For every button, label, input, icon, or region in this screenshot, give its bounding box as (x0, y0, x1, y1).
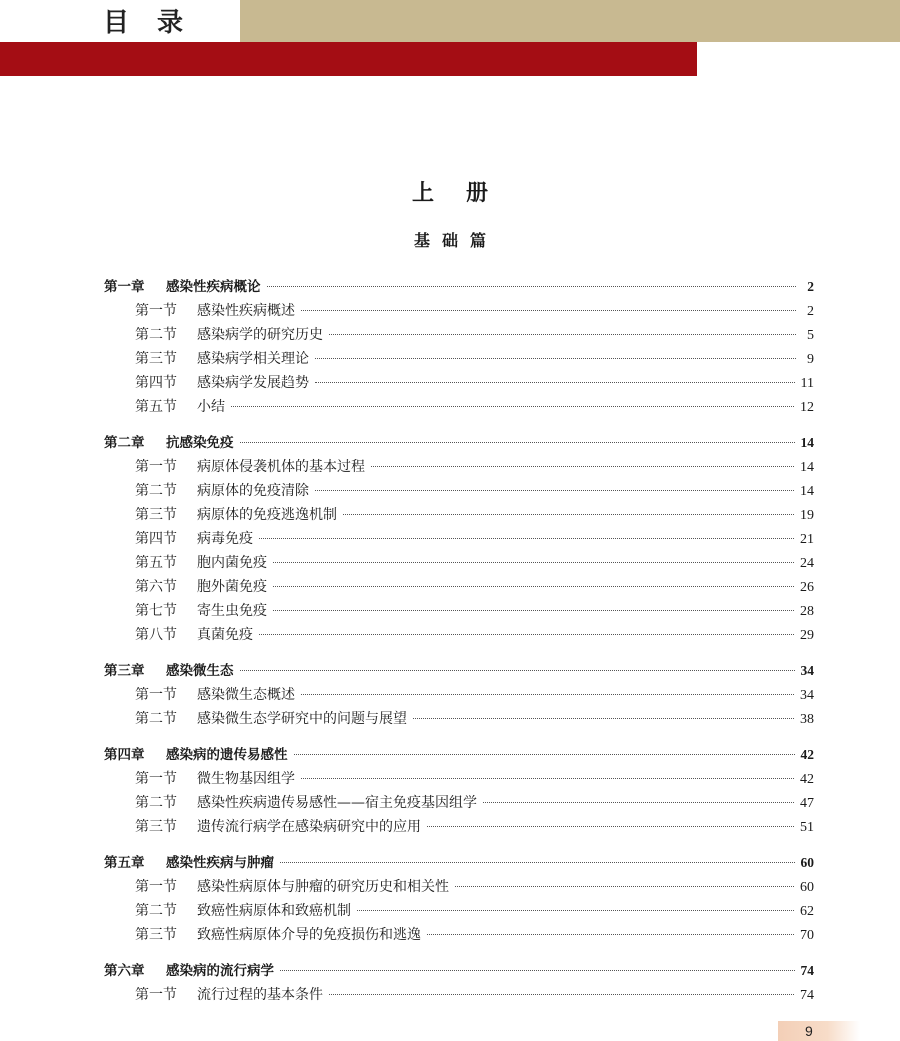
dot-leader (240, 442, 795, 443)
section-number: 第四节 (135, 375, 177, 391)
toc-section-entry[interactable] (104, 323, 814, 347)
section-number: 第三节 (135, 351, 177, 367)
section-title: 遗传流行病学在感染病研究中的应用 (197, 819, 421, 835)
section-page-number: 28 (800, 604, 814, 619)
toc-section-entry[interactable] (104, 983, 814, 1007)
chapter-title: 感染性疾病与肿瘤 (166, 855, 274, 871)
dot-leader (301, 310, 796, 311)
section-page-number: 11 (800, 376, 814, 391)
toc-chapter-block (104, 431, 814, 647)
section-number: 第二节 (135, 711, 177, 727)
toc-section-entry[interactable] (104, 347, 814, 371)
dot-leader (267, 286, 797, 287)
toc-chapter-entry[interactable] (104, 851, 814, 875)
part-title: 基础篇 (413, 231, 498, 250)
section-title: 致癌性病原体和致癌机制 (197, 903, 351, 919)
section-page-number: 70 (800, 928, 814, 943)
chapter-number: 第五章 (104, 855, 145, 871)
section-title: 小结 (197, 399, 225, 415)
section-title: 感染微生态学研究中的问题与展望 (197, 711, 407, 727)
dot-leader (259, 538, 794, 539)
section-page-number: 12 (800, 400, 814, 415)
section-title: 病原体侵袭机体的基本过程 (197, 459, 365, 475)
dot-leader (315, 382, 795, 383)
dot-leader (273, 562, 794, 563)
dot-leader (315, 490, 794, 491)
chapter-number: 第六章 (104, 963, 145, 979)
dot-leader (343, 514, 794, 515)
section-title: 感染性病原体与肿瘤的研究历史和相关性 (197, 879, 449, 895)
section-page-number: 60 (800, 880, 814, 895)
section-page-number: 21 (800, 532, 814, 547)
section-title: 微生物基因组学 (197, 771, 295, 787)
section-page-number: 74 (800, 988, 814, 1003)
section-number: 第一节 (135, 771, 177, 787)
footer-page-band (778, 1021, 860, 1041)
section-title: 致癌性病原体介导的免疫损伤和逃逸 (197, 927, 421, 943)
section-number: 第一节 (135, 459, 177, 475)
toc-section-entry[interactable] (104, 527, 814, 551)
section-title: 胞内菌免疫 (197, 555, 267, 571)
chapter-number: 第一章 (104, 279, 145, 295)
chapter-title: 抗感染免疫 (166, 435, 234, 451)
section-number: 第一节 (135, 879, 177, 895)
section-number: 第七节 (135, 603, 177, 619)
section-number: 第五节 (135, 399, 177, 415)
section-number: 第五节 (135, 555, 177, 571)
dot-leader (483, 802, 794, 803)
section-page-number: 19 (800, 508, 814, 523)
toc-section-entry[interactable] (104, 455, 814, 479)
section-title: 感染性疾病遗传易感性——宿主免疫基因组学 (197, 795, 477, 811)
section-number: 第三节 (135, 507, 177, 523)
dot-leader (329, 334, 796, 335)
section-number: 第二节 (135, 903, 177, 919)
section-page-number: 2 (807, 304, 814, 319)
section-title: 感染微生态概述 (197, 687, 295, 703)
toc-section-entry[interactable] (104, 815, 814, 839)
section-title: 流行过程的基本条件 (197, 987, 323, 1003)
section-number: 第二节 (135, 327, 177, 343)
section-page-number: 38 (800, 712, 814, 727)
section-title: 感染病学相关理论 (197, 351, 309, 367)
toc-chapter-block (104, 659, 814, 731)
section-number: 第一节 (135, 987, 177, 1003)
toc-chapter-block (104, 959, 814, 1007)
dot-leader (301, 778, 794, 779)
section-number: 第三节 (135, 927, 177, 943)
section-title: 感染病学的研究历史 (197, 327, 323, 343)
toc-section-entry[interactable] (104, 791, 814, 815)
section-page-number: 29 (800, 628, 814, 643)
dot-leader (315, 358, 796, 359)
header-red-band (0, 42, 697, 76)
dot-leader (231, 406, 794, 407)
toc-section-entry[interactable] (104, 767, 814, 791)
dot-leader (371, 466, 794, 467)
chapter-number: 第三章 (104, 663, 145, 679)
section-page-number: 62 (800, 904, 814, 919)
section-number: 第一节 (135, 303, 177, 319)
section-page-number: 14 (800, 484, 814, 499)
toc-section-entry[interactable] (104, 599, 814, 623)
dot-leader (329, 994, 794, 995)
toc-section-entry[interactable] (104, 371, 814, 395)
section-title: 寄生虫免疫 (197, 603, 267, 619)
section-title: 真菌免疫 (197, 627, 253, 643)
dot-leader (357, 910, 794, 911)
section-page-number: 47 (800, 796, 814, 811)
toc-section-entry[interactable] (104, 875, 814, 899)
toc-chapter-entry[interactable] (104, 275, 814, 299)
volume-title: 上册 (411, 181, 520, 206)
toc-section-entry[interactable] (104, 575, 814, 599)
section-number: 第八节 (135, 627, 177, 643)
section-title: 病原体的免疫清除 (197, 483, 309, 499)
toc-section-entry[interactable] (104, 551, 814, 575)
dot-leader (280, 862, 795, 863)
chapter-title: 感染微生态 (166, 663, 234, 679)
toc-section-entry[interactable] (104, 623, 814, 647)
section-title: 感染性疾病概述 (197, 303, 295, 319)
dot-leader (259, 634, 794, 635)
section-title: 感染病学发展趋势 (197, 375, 309, 391)
dot-leader (413, 718, 794, 719)
toc-chapter-entry[interactable] (104, 743, 814, 767)
chapter-title: 感染性疾病概论 (166, 279, 261, 295)
toc-section-entry[interactable] (104, 707, 814, 731)
dot-leader (427, 826, 794, 827)
section-page-number: 42 (800, 772, 814, 787)
chapter-title: 感染病的遗传易感性 (166, 747, 288, 763)
toc-chapter-entry[interactable] (104, 959, 814, 983)
chapter-page-number: 14 (800, 435, 814, 450)
section-number: 第四节 (135, 531, 177, 547)
toc-section-entry[interactable] (104, 899, 814, 923)
section-title: 胞外菌免疫 (197, 579, 267, 595)
section-number: 第一节 (135, 687, 177, 703)
chapter-number: 第四章 (104, 747, 145, 763)
section-page-number: 26 (800, 580, 814, 595)
section-page-number: 51 (800, 820, 814, 835)
toc-chapter-block (104, 851, 814, 947)
page-title: 目录 (103, 8, 212, 38)
toc-section-entry[interactable] (104, 503, 814, 527)
section-page-number: 5 (807, 328, 814, 343)
section-number: 第二节 (135, 795, 177, 811)
section-page-number: 24 (800, 556, 814, 571)
chapter-number: 第二章 (104, 435, 145, 451)
section-page-number: 14 (800, 460, 814, 475)
dot-leader (273, 586, 794, 587)
header-tan-band (240, 0, 900, 42)
dot-leader (240, 670, 795, 671)
section-number: 第二节 (135, 483, 177, 499)
toc-chapter-entry[interactable] (104, 431, 814, 455)
toc-section-entry[interactable] (104, 683, 814, 707)
section-title: 病毒免疫 (197, 531, 253, 547)
chapter-page-number: 60 (800, 855, 814, 870)
toc-chapter-entry[interactable] (104, 659, 814, 683)
toc-chapter-block (104, 743, 814, 839)
chapter-page-number: 34 (800, 663, 814, 678)
section-page-number: 34 (800, 688, 814, 703)
dot-leader (294, 754, 795, 755)
dot-leader (455, 886, 794, 887)
dot-leader (280, 970, 795, 971)
toc-section-entry[interactable] (104, 923, 814, 947)
table-of-contents (104, 275, 814, 1019)
section-title: 病原体的免疫逃逸机制 (197, 507, 337, 523)
dot-leader (301, 694, 794, 695)
section-number: 第六节 (135, 579, 177, 595)
chapter-page-number: 42 (800, 747, 814, 762)
dot-leader (427, 934, 794, 935)
chapter-page-number: 74 (800, 963, 814, 978)
dot-leader (273, 610, 794, 611)
toc-section-entry[interactable] (104, 299, 814, 323)
toc-chapter-block (104, 275, 814, 419)
chapter-title: 感染病的流行病学 (166, 963, 274, 979)
toc-section-entry[interactable] (104, 395, 814, 419)
chapter-page-number: 2 (807, 279, 814, 294)
section-page-number: 9 (807, 352, 814, 367)
section-number: 第三节 (135, 819, 177, 835)
toc-section-entry[interactable] (104, 479, 814, 503)
footer-page-number: 9 (805, 1023, 813, 1039)
